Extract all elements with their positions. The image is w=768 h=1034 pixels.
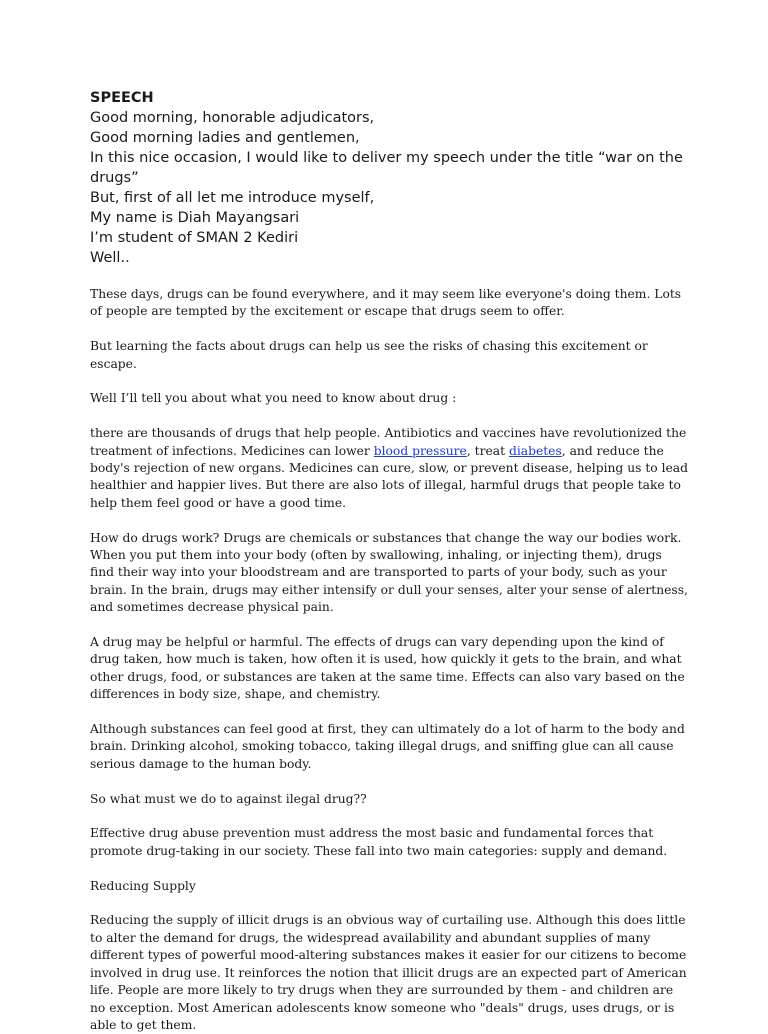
heading-reducing-supply: Reducing Supply: [90, 878, 196, 893]
introduction-line: But, first of all let me introduce myself,: [90, 190, 375, 206]
speech-title: SPEECH: [90, 90, 154, 106]
well-line: Well..: [90, 250, 130, 266]
diabetes-link[interactable]: diabetes: [508, 443, 562, 458]
paragraph-helpful-drugs-text-3: , and reduce the body's rejection of new organs. Medicines can cure, slow, or prevent disease, helping us to lead healthier and happier lives. But there are also lots of illegal, harmful drugs that people take to help them feel good or have a good time.: [90, 443, 689, 510]
paragraph-prevention: Effective drug abuse prevention must address the most basic and fundamental forces that promote drug-taking in our society. These fall into two main categories: supply and demand.: [90, 826, 668, 858]
greeting-line-1: Good morning, honorable adjudicators,: [90, 110, 375, 126]
paragraph-helpful-drugs-text-2: , treat: [466, 443, 509, 458]
paragraph-what-must-we-do: So what must we do to against ilegal drug??: [90, 791, 367, 806]
school-line: I’m student of SMAN 2 Kediri: [90, 230, 299, 246]
paragraph-what-to-know: Well I’ll tell you about what you need to know about drug :: [90, 391, 457, 406]
occasion-line: In this nice occasion, I would like to deliver my speech under the title “war on the drugs”: [90, 150, 683, 186]
paragraph-drugs-everywhere: These days, drugs can be found everywhere, and it may seem like everyone's doing them. Lots of people are tempted by the excitement or escape that drugs seem to offer.: [90, 287, 682, 319]
paragraph-helpful-drugs: [90, 425, 688, 512]
greeting-line-2: Good morning ladies and gentlemen,: [90, 130, 360, 146]
speech-intro: [90, 88, 688, 268]
paragraph-harm-to-body: Although substances can feel good at first, they can ultimately do a lot of harm to the body and brain. Drinking alcohol, smoking tobacco, taking illegal drugs, and sniffing glue can all cause serious damage to the human body.: [90, 722, 685, 771]
paragraph-learning-facts: But learning the facts about drugs can help us see the risks of chasing this excitement or escape.: [90, 339, 648, 371]
name-line: My name is Diah Mayangsari: [90, 210, 300, 226]
speech-body: [90, 286, 688, 1034]
paragraph-how-drugs-work: How do drugs work? Drugs are chemicals or substances that change the way our bodies work. When you put them into your body (often by swallowing, inhaling, or injecting them), drugs find their way into your bloodstream and are transported to parts of your body, such as your brain. In the brain, drugs may either intensify or dull your senses, alter your sense of alertness, and sometimes decrease physical pain.: [90, 530, 688, 615]
blood-pressure-link[interactable]: blood pressure: [373, 443, 467, 458]
paragraph-helpful-drugs-text-1: there are thousands of drugs that help people. Antibiotics and vaccines have revolutionized the treatment of infections. Medicines can lower: [90, 426, 687, 458]
paragraph-reducing-supply: Reducing the supply of illicit drugs is an obvious way of curtailing use. Although this does little to alter the demand for drugs, the widespread availability and abundant supplies of many different types of powerful mood-altering substances makes it easier for our citizens to become involved in drug use. It reinforces the notion that illicit drugs are an expected part of American life. People are more likely to try drugs when they are surrounded by them - and children are no exception. Most American adolescents know someone who "deals" drugs, uses drugs, or is able to get them.: [90, 913, 687, 1032]
paragraph-helpful-or-harmful: A drug may be helpful or harmful. The effects of drugs can vary depending upon the kind of drug taken, how much is taken, how often it is used, how quickly it gets to the brain, and what other drugs, food, or substances are taken at the same time. Effects can also vary based on the differences in body size, shape, and chemistry.: [90, 635, 685, 702]
